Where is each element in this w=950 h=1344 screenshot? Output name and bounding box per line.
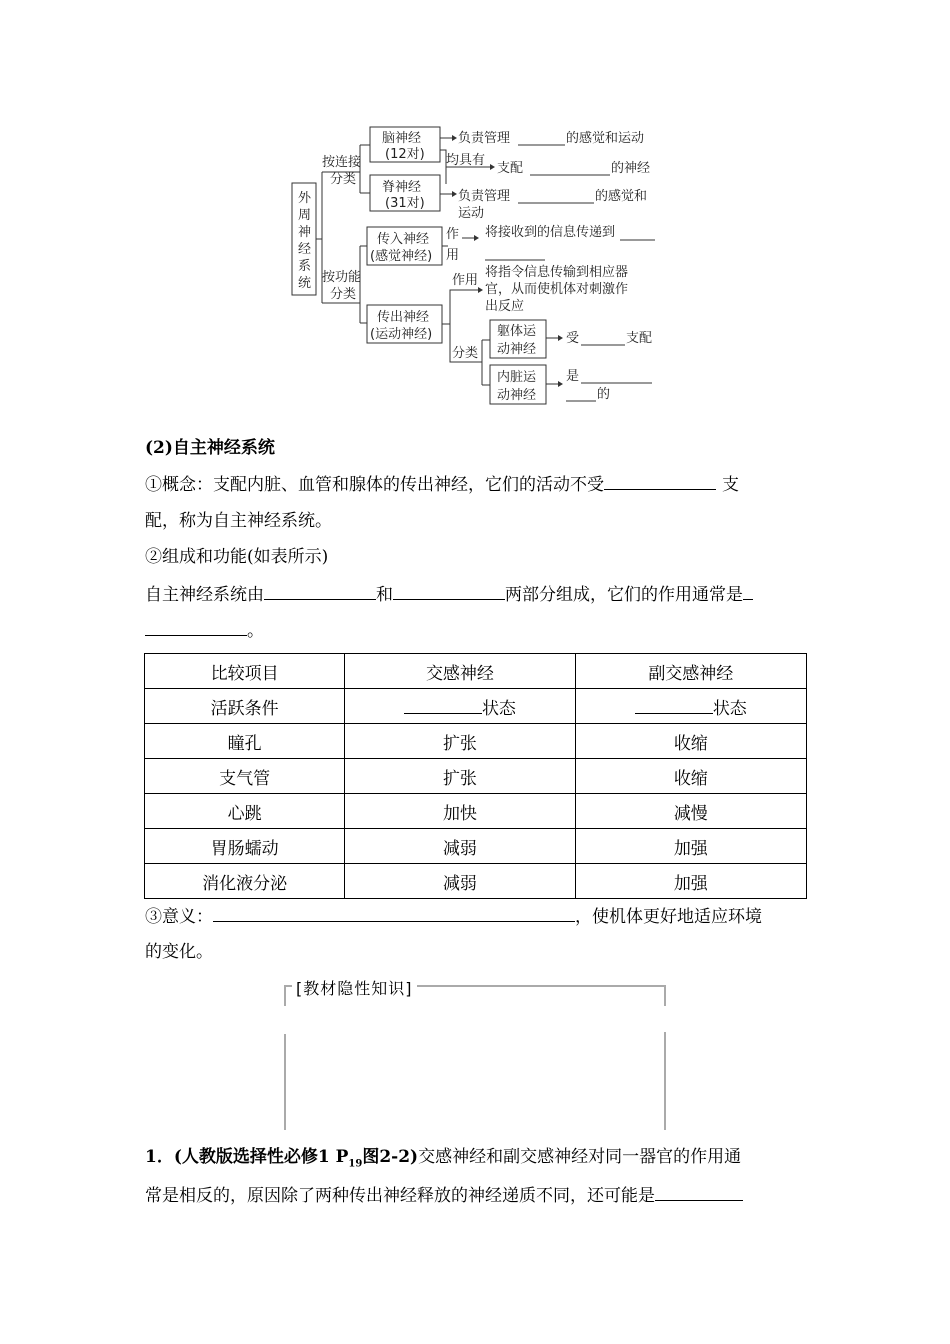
- table-cell: 支气管: [145, 759, 345, 794]
- classify-label: 分类: [452, 346, 479, 361]
- table-row: [145, 829, 807, 864]
- table-cell: 消化液分泌: [145, 864, 345, 899]
- common-desc-b: 的神经: [611, 161, 651, 176]
- state-suffix: 状态: [712, 698, 747, 719]
- composition-text-a: 自主神经系统由: [145, 585, 264, 605]
- table-row: [145, 759, 807, 794]
- composition-blank-2[interactable]: [393, 583, 505, 600]
- table-cell: 活跃条件: [145, 689, 345, 724]
- hidden-knowledge-title: [教材隐性知识]: [292, 976, 417, 999]
- composition-blank-3a[interactable]: [743, 583, 753, 600]
- efferent-sub: (运动神经): [370, 327, 433, 342]
- brain-desc-a: 负责管理: [458, 131, 511, 146]
- afferent-effect-b: 用: [446, 248, 460, 263]
- spinal-desc-c: 运动: [458, 206, 485, 221]
- by-function-label-1: 按功能: [322, 270, 362, 285]
- table-row: [145, 794, 807, 829]
- composition-line-1: [145, 583, 753, 605]
- somatic-desc-a: 受: [566, 331, 580, 346]
- table-row: [145, 724, 807, 759]
- question1-source-b: 图2-2): [362, 1147, 419, 1167]
- meaning-text-b: ，使机体更好地适应环境: [575, 907, 762, 927]
- concept-text-a: ①概念：支配内脏、血管和腺体的传出神经，它们的活动不受: [145, 475, 604, 495]
- table-header-cell: 交感神经: [345, 654, 575, 689]
- concept-line-2: 配，称为自主神经系统。: [145, 511, 332, 531]
- table-cell: 扩张: [345, 724, 575, 759]
- spinal-desc-b: 的感觉和: [595, 189, 648, 204]
- meaning-line-2: 的变化。: [145, 942, 213, 962]
- table-cell: 心跳: [145, 794, 345, 829]
- spinal-nerve-label: 脊神经: [382, 180, 422, 195]
- brain-nerve-count: (12对): [385, 147, 425, 162]
- composition-text-b: 和: [376, 585, 393, 605]
- composition-line-2: [145, 619, 264, 641]
- table-cell: [345, 689, 575, 724]
- question1-number: 1．: [145, 1147, 174, 1167]
- table-cell: 收缩: [575, 724, 806, 759]
- meaning-blank[interactable]: [213, 905, 575, 922]
- table-cell: 减慢: [575, 794, 806, 829]
- afferent-desc: 将接收到的信息传递到: [485, 225, 616, 240]
- somatic-label-1: 躯体运: [497, 324, 537, 339]
- somatic-desc-b: 支配: [626, 331, 653, 346]
- spinal-desc-a: 负责管理: [458, 189, 511, 204]
- root-label: 外 周 神 经 系 统: [298, 191, 312, 291]
- table-cell: 加快: [345, 794, 575, 829]
- somatic-label-2: 动神经: [497, 342, 537, 357]
- question1-source-a: (人教版选择性必修1 P: [173, 1147, 349, 1167]
- visceral-label-1: 内脏运: [497, 370, 537, 385]
- question1-source-sub: 19: [348, 1158, 363, 1170]
- by-function-label-2: 分类: [330, 287, 357, 302]
- table-row: [145, 864, 807, 899]
- visceral-desc-b: 的: [597, 387, 611, 402]
- question1-text-a: 交感神经和副交感神经对同一器官的作用通: [418, 1147, 742, 1167]
- nerve-comparison-table: [144, 653, 807, 899]
- afferent-sub: (感觉神经): [370, 249, 433, 264]
- efferent-desc-3: 出反应: [485, 299, 525, 314]
- table-cell: 扩张: [345, 759, 575, 794]
- efferent-desc-1: 将指令信息传输到相应器: [485, 265, 629, 280]
- concept-line-1: [145, 473, 739, 495]
- table-header-row: [145, 654, 807, 689]
- efferent-label: 传出神经: [377, 310, 430, 325]
- composition-blank-1[interactable]: [264, 583, 376, 600]
- hidden-knowledge-box: [284, 984, 666, 1130]
- peripheral-nervous-system-diagram: [0, 0, 950, 420]
- common-label: 均具有: [446, 153, 486, 168]
- table-cell: 加强: [575, 829, 806, 864]
- question1-line-1: [145, 1147, 741, 1174]
- concept-text-b: 支: [722, 475, 739, 495]
- table-cell: [575, 689, 806, 724]
- efferent-desc-2: 官，从而使机体对刺激作: [485, 282, 629, 297]
- table-cell: 收缩: [575, 759, 806, 794]
- visceral-label-2: 动神经: [497, 388, 537, 403]
- brain-desc-b: 的感觉和运动: [566, 131, 645, 146]
- meaning-text-a: ③意义：: [145, 907, 213, 927]
- table-row: [145, 689, 807, 724]
- concept-blank[interactable]: [604, 473, 716, 490]
- table-cell: 加强: [575, 864, 806, 899]
- meaning-line-1: [145, 905, 762, 927]
- question1-line-2: [145, 1184, 743, 1206]
- table-header-cell: 副交感神经: [575, 654, 806, 689]
- spinal-nerve-count: (31对): [385, 196, 425, 211]
- table-cell: 瞳孔: [145, 724, 345, 759]
- afferent-label: 传入神经: [377, 232, 430, 247]
- section2-heading: (2)自主神经系统: [145, 438, 275, 458]
- composition-text-d: 。: [247, 621, 264, 641]
- table-cell: 减弱: [345, 829, 575, 864]
- by-connection-label-1: 按连接: [322, 155, 362, 170]
- visceral-desc-a: 是: [566, 369, 580, 384]
- table-header-cell: 比较项目: [145, 654, 345, 689]
- state-suffix: 状态: [481, 698, 516, 719]
- composition-text-c: 两部分组成，它们的作用通常是: [505, 585, 743, 605]
- question1-text-b: 常是相反的，原因除了两种传出神经释放的神经递质不同，还可能是: [145, 1186, 655, 1206]
- composition-blank-3b[interactable]: [145, 619, 247, 636]
- parasympathetic-state-blank[interactable]: [635, 698, 713, 714]
- table-cell: 减弱: [345, 864, 575, 899]
- efferent-effect: 作用: [452, 273, 479, 288]
- common-desc-a: 支配: [497, 161, 524, 176]
- table-cell: 胃肠蠕动: [145, 829, 345, 864]
- question1-blank[interactable]: [655, 1184, 743, 1201]
- by-connection-label-2: 分类: [330, 172, 357, 187]
- composition-heading: ②组成和功能(如表所示): [145, 547, 329, 567]
- afferent-effect-a: 作: [446, 227, 460, 242]
- sympathetic-state-blank[interactable]: [404, 698, 482, 714]
- brain-nerve-label: 脑神经: [382, 131, 422, 146]
